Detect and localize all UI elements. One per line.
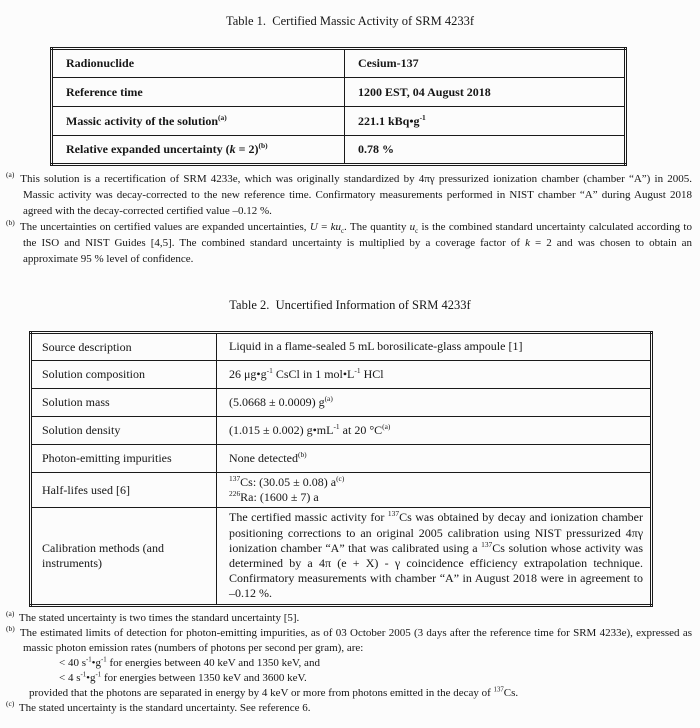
footnote-line <box>6 656 692 671</box>
text-run: Solution density <box>42 423 121 437</box>
superscript-text: (b) <box>258 141 268 150</box>
text-run: = 2) <box>235 142 259 156</box>
superscript-text: 137 <box>481 539 493 549</box>
value-line <box>229 423 643 438</box>
superscript-text: -1 <box>354 365 361 375</box>
text-run: . The quantity <box>344 221 410 233</box>
value-line <box>229 510 643 601</box>
row-label-cell <box>31 473 217 508</box>
text-run: The uncertainties on certified values are expanded uncertainties, <box>19 221 310 233</box>
text-run: for energies between 1350 keV and 3600 keV. <box>101 671 307 684</box>
footnote <box>6 171 692 219</box>
text-run: Cs. <box>503 686 519 699</box>
value-line <box>358 142 623 157</box>
text-run: < 4 s <box>59 671 81 684</box>
text-run: None detected <box>229 450 298 465</box>
row-label-cell <box>52 107 345 136</box>
text-run: 26 μg•g <box>229 366 267 381</box>
text-run: HCl <box>360 366 384 381</box>
row-value-cell <box>345 49 626 78</box>
row-label-cell <box>31 417 217 445</box>
text-run: Half-lifes used [6] <box>42 482 130 497</box>
table-row <box>52 136 626 165</box>
table-row <box>52 78 626 107</box>
row-value-cell <box>345 136 626 165</box>
table1-certified-massic-activity <box>50 47 627 166</box>
row-value-cell <box>217 473 652 508</box>
subscript-text: c <box>415 228 419 236</box>
text-run: Relative expanded uncertainty ( <box>66 142 230 156</box>
superscript-text: -1 <box>101 655 107 663</box>
table1-title: Table 1. Certified Massic Activity of SRM 4233f <box>225 14 475 28</box>
text-run: The certified massic activity for <box>229 510 388 525</box>
row-value-cell <box>217 445 652 473</box>
text-run: Photon-emitting impurities <box>42 451 172 465</box>
text-run: = <box>317 221 331 233</box>
footnote-marker: (b) <box>6 218 15 228</box>
table-row <box>52 107 626 136</box>
value-line <box>358 114 623 129</box>
table1-body <box>52 49 626 165</box>
row-label-cell <box>31 508 217 605</box>
footnote <box>6 623 692 656</box>
text-run: Cs solution whose activity was determined by a 4π (e + X) - γ coincidence efficiency extrapolation technique. Confirmatory measurements with chamber “A” in August 2018 were in agreement to –0.12 %. <box>229 540 643 601</box>
superscript-text: -1 <box>85 655 92 663</box>
footnote-marker: (b) <box>6 623 15 633</box>
text-run: The estimated limits of detection for photon-emitting impurities, as of 03 October 2005 (3 days after the reference time for SRM 4233e), expressed as massic photon emission rates (numbers of photons per second per gram), are: <box>19 626 692 654</box>
table-row <box>31 361 652 389</box>
italic-text: k <box>229 142 236 156</box>
text-run: at 20 °C <box>339 422 383 437</box>
superscript-text: -1 <box>419 112 426 122</box>
italic-text: ku <box>330 221 341 233</box>
value-line <box>229 367 643 382</box>
text-run: (5.0668 ± 0.0009) g <box>229 394 325 409</box>
text-run: (1.015 ± 0.002) g•mL <box>229 422 334 437</box>
footnote-marker: (a) <box>6 170 15 180</box>
row-label-cell <box>31 333 217 361</box>
table2-uncertified-information <box>29 331 653 607</box>
table-row <box>31 389 652 417</box>
row-value-cell <box>217 508 652 605</box>
value-line <box>229 339 643 354</box>
table2-title: Table 2. Uncertified Information of SRM 4233f <box>229 298 471 312</box>
text-run: Massic activity of the solution <box>66 113 218 128</box>
row-value-cell <box>217 389 652 417</box>
text-run: Solution mass <box>42 395 110 409</box>
superscript-text: 137 <box>493 685 504 693</box>
footnote <box>6 219 692 267</box>
text-run: for energies between 40 keV and 1350 keV, and <box>106 656 320 669</box>
footnote-marker: (c) <box>6 698 15 708</box>
italic-text: k <box>525 237 530 249</box>
row-value-cell <box>345 107 626 136</box>
text-run: The stated uncertainty is two times the standard uncertainty [5]. <box>18 611 300 624</box>
superscript-text: (c) <box>336 474 345 483</box>
italic-text: u <box>409 221 416 233</box>
row-value-cell <box>217 333 652 361</box>
text-run: < 40 s <box>59 656 86 669</box>
text-run: Cesium-137 <box>358 56 419 70</box>
superscript-text: 137 <box>229 474 241 483</box>
table-row <box>52 49 626 78</box>
row-value-cell <box>345 78 626 107</box>
text-run: 1200 EST, 04 August 2018 <box>358 84 491 99</box>
value-line <box>229 475 643 490</box>
footnote-line <box>6 686 692 701</box>
superscript-text: -1 <box>333 421 340 431</box>
superscript-text: -1 <box>80 670 87 678</box>
superscript-text: -1 <box>266 365 273 375</box>
text-run: CsCl in 1 mol•L <box>272 366 355 381</box>
text-run: This solution is a recertification of SRM 4233e, which was originally standardized by 4πγ pressurized ionization chamber (chamber “A”) in 2005. Massic activity was decay-corrected to the new reference time. Confirmatory measurements performed in NIST chamber “A” during August 2018 agreed with the decay-corrected certified value –0.12 %. <box>20 173 692 217</box>
value-line <box>358 56 623 71</box>
subscript-text: c <box>340 228 345 236</box>
text-run: The stated uncertainty is the standard uncertainty. See reference 6. <box>18 701 311 714</box>
text-run: 221.1 kBq•g <box>358 113 420 128</box>
row-label-cell <box>52 78 345 107</box>
text-run: •g <box>91 656 102 669</box>
text-run: provided that the photons are separated in energy by 4 keV or more from photons emitted in the decay of <box>29 686 494 699</box>
superscript-text: -1 <box>95 670 102 678</box>
text-run: Liquid in a flame-sealed 5 mL borosilicate-glass ampoule [1] <box>229 339 523 354</box>
value-line <box>358 85 623 100</box>
text-run: Solution composition <box>42 367 146 381</box>
superscript-text: 137 <box>387 509 400 519</box>
row-label-cell <box>31 389 217 417</box>
superscript-text: (a) <box>218 112 227 122</box>
table2-footnotes <box>0 608 700 716</box>
footnote <box>6 608 692 626</box>
row-value-cell <box>217 361 652 389</box>
superscript-text: (a) <box>382 421 391 431</box>
superscript-text: 226 <box>229 489 241 499</box>
text-run: 0.78 % <box>358 142 394 156</box>
text-run: is the combined standard uncertainty calculated according to the ISO and NIST Guides [4,5]. The combined standard uncertainty is multiplied by a coverage factor of <box>23 221 692 249</box>
table-row <box>31 333 652 361</box>
footnote <box>6 698 692 716</box>
text-run: Reference time <box>66 84 143 99</box>
italic-text: U <box>309 221 318 233</box>
row-value-cell <box>217 417 652 445</box>
text-run: Source description <box>42 339 132 354</box>
footnote-line <box>6 671 692 686</box>
superscript-text: (a) <box>324 393 333 403</box>
row-label-cell <box>52 49 345 78</box>
value-line <box>229 490 643 505</box>
text-run: Cs was obtained by decay and ionization chamber positioning corrections to an original 2005 calibration using NIST pressurized 4πγ ionization chamber “A” that was calibrated using a <box>229 510 643 555</box>
row-label-cell <box>31 445 217 473</box>
row-label-cell <box>52 136 345 165</box>
table-row <box>31 508 652 605</box>
footnote-marker: (a) <box>6 608 15 618</box>
table-row <box>31 473 652 508</box>
table-row <box>31 417 652 445</box>
text-run: Cs: (30.05 ± 0.08) a <box>240 475 337 489</box>
text-run: Radionuclide <box>66 56 135 70</box>
table-row <box>31 445 652 473</box>
table2-body <box>31 333 652 606</box>
value-line <box>229 395 643 410</box>
text-run: = 2 and was chosen to obtain an approximate 95 % level of confidence. <box>23 237 693 265</box>
value-line <box>229 451 643 466</box>
table1-footnotes <box>0 171 700 267</box>
text-run: Ra: (1600 ± 7) a <box>240 490 319 505</box>
row-label-cell <box>31 361 217 389</box>
text-run: •g <box>86 671 96 684</box>
superscript-text: (b) <box>297 449 307 459</box>
text-run: Calibration methods (and instruments) <box>42 541 164 571</box>
